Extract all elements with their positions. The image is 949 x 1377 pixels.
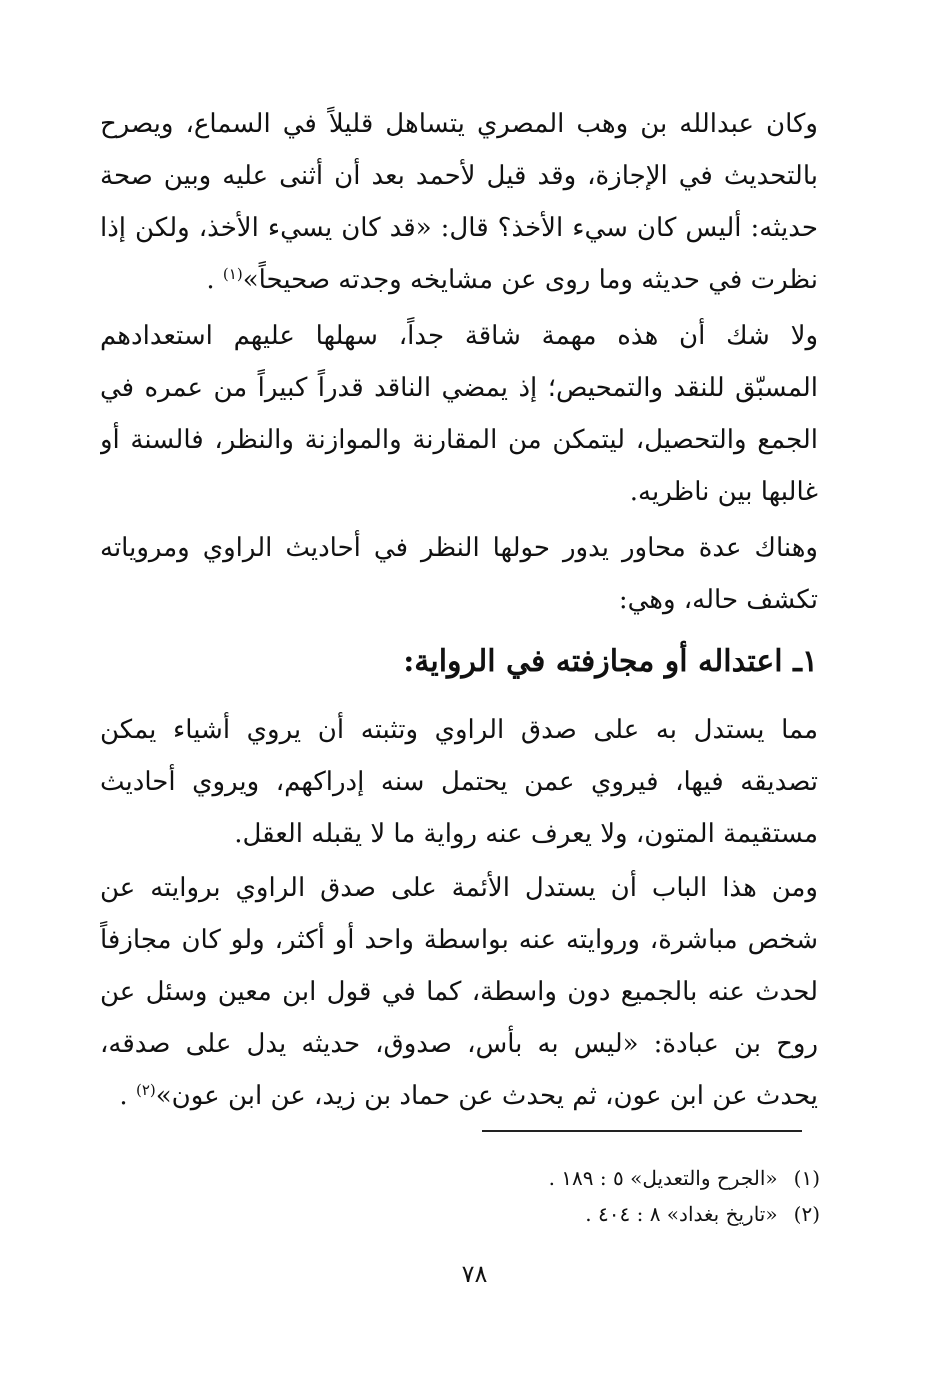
- text-line-last: تكشف حاله، وهي:: [618, 585, 818, 615]
- text-line: روح بن عبادة: «ليس به بأس، صدوق، حديثه يدل على صدقه،: [100, 1029, 818, 1059]
- text-line: تصديقه فيها، فيروي عمن يحتمل سنه إدراكهم، ويروي أحاديث: [100, 767, 818, 797]
- section-heading: ١ـ اعتداله أو مجازفته في الرواية:: [403, 644, 818, 679]
- sentence-end: .: [119, 1081, 136, 1111]
- paragraph-ibn-main: [100, 862, 818, 1122]
- footnote-number: (١): [793, 1166, 820, 1190]
- footnote-text: «تاريخ بغداد» ٨ : ٤٠٤ .: [585, 1202, 778, 1226]
- sentence-end: .: [206, 265, 223, 295]
- text-line: وكان عبدالله بن وهب المصري يتساهل قليلاً في السماع، ويصرح: [100, 109, 818, 139]
- text-fragment: نظرت في حديثه وما روى عن مشايخه وجدته صحيحاً»: [242, 265, 818, 295]
- footnote-1: [100, 1160, 820, 1196]
- text-line: حديثه: أليس كان سيء الأخذ؟ قال: «قد كان يسيء الأخذ، ولكن إذا: [100, 213, 818, 243]
- footnote-marker-1[interactable]: (١): [222, 265, 243, 283]
- text-line: وهناك عدة محاور يدور حولها النظر في أحاديث الراوي ومروياته: [100, 533, 818, 563]
- text-line: مما يستدل به على صدق الراوي وتثبته أن يروي أشياء يمكن: [100, 715, 818, 745]
- paragraph-axes-intro: [100, 522, 818, 626]
- footnote-marker-2[interactable]: (٢): [135, 1081, 156, 1099]
- page-number: ٧٨: [461, 1260, 488, 1288]
- text-line: ومن هذا الباب أن يستدل الأئمة على صدق الراوي بروايته عن: [100, 873, 818, 903]
- text-line: شخص مباشرة، وروايته عنه بواسطة واحد أو أكثر، ولو كان مجازفاً: [100, 925, 818, 955]
- footnotes: [100, 1160, 820, 1232]
- text-line-last: [100, 254, 818, 306]
- text-line-last: مستقيمة المتون، ولا يعرف عنه رواية ما لا يقبله العقل.: [234, 819, 818, 849]
- footnote-number: (٢): [793, 1202, 820, 1226]
- paragraph-ibn-wahb: [100, 98, 818, 306]
- paragraph-truthfulness: [100, 704, 818, 860]
- text-line: بالتحديث في الإجازة، وقد قيل لأحمد بعد أن أثنى عليه وبين صحة: [100, 161, 818, 191]
- text-line: لحدث عنه بالجميع دون واسطة، كما في قول ابن معين وسئل عن: [100, 977, 818, 1007]
- text-fragment: يحدث عن ابن عون، ثم يحدث عن حماد بن زيد، عن ابن عون»: [155, 1081, 818, 1111]
- footnote-divider: [482, 1130, 802, 1132]
- text-line-last: غالبها بين ناظريه.: [629, 477, 818, 507]
- text-line: ولا شك أن هذه مهمة شاقة جداً، سهلها عليهم استعدادهم: [100, 321, 818, 351]
- paragraph-critic-task: [100, 310, 818, 518]
- text-line: المسبّق للنقد والتمحيص؛ إذ يمضي الناقد قدراً كبيراً من عمره في: [100, 373, 818, 403]
- text-line: الجمع والتحصيل، ليتمكن من المقارنة والموازنة والنظر، فالسنة أو: [100, 425, 818, 455]
- footnote-2: [100, 1196, 820, 1232]
- text-line-last: [100, 1070, 818, 1122]
- footnote-text: «الجرح والتعديل» ٥ : ١٨٩ .: [548, 1166, 778, 1190]
